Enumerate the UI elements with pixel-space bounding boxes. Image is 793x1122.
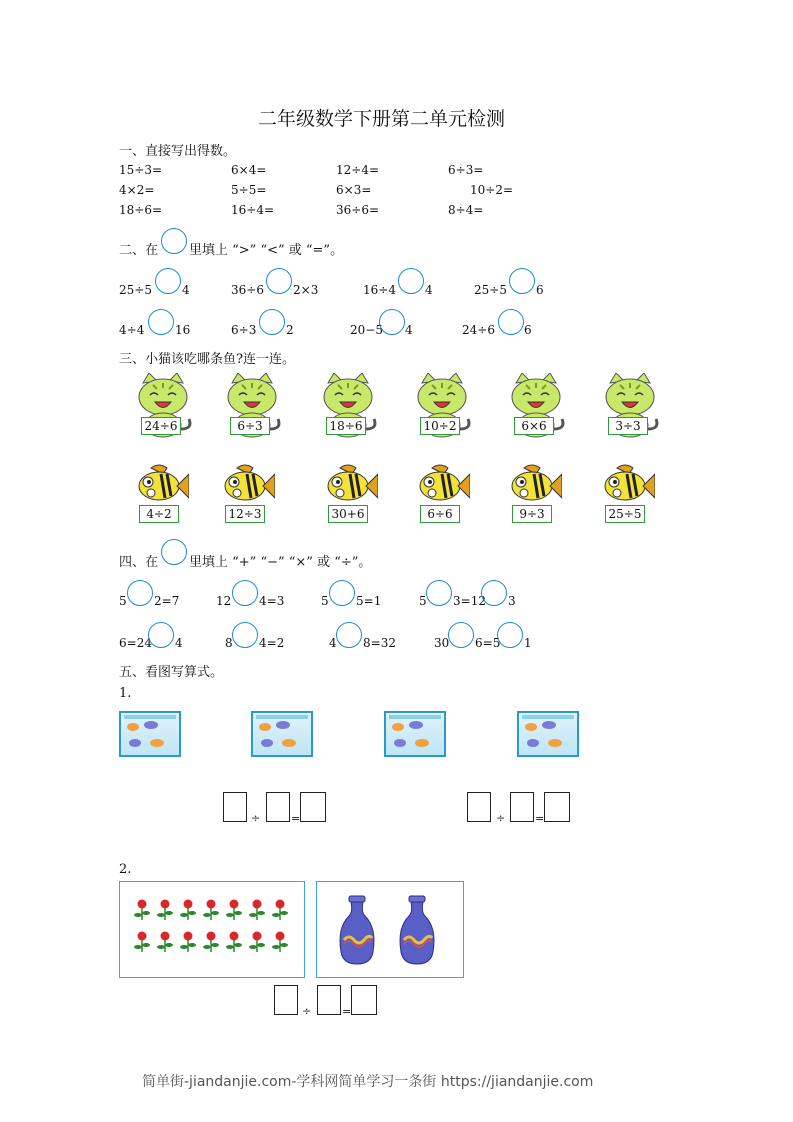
- compare-right: 16: [175, 323, 191, 337]
- calc-item: 18÷6=: [119, 203, 163, 217]
- op-right: 4: [175, 636, 183, 650]
- tank-fish-icon: [519, 713, 577, 755]
- section-2-heading-b: 里填上 “>” “<” 或 “=”。: [189, 243, 344, 258]
- op-circle[interactable]: [329, 580, 355, 606]
- cat-label: 6÷3: [230, 417, 270, 435]
- calc-item: 15÷3=: [119, 163, 163, 177]
- question-1-label: 1.: [119, 686, 132, 701]
- flower-icon: [226, 932, 242, 953]
- fish-card[interactable]: [326, 462, 378, 510]
- op-left: 8: [225, 636, 233, 650]
- calc-item: 5÷5=: [231, 183, 267, 197]
- flower-icon: [134, 900, 150, 921]
- answer-box[interactable]: [351, 985, 377, 1015]
- op-right: 6=5: [475, 636, 501, 650]
- op-circle[interactable]: [448, 622, 474, 648]
- op-left: 5: [119, 594, 127, 608]
- op-right: 2=7: [154, 594, 180, 608]
- vase-icon: [340, 896, 374, 964]
- answer-circle[interactable]: [498, 309, 524, 335]
- calc-item: 36÷6=: [336, 203, 380, 217]
- fish-tank: [251, 711, 313, 757]
- example-circle: [161, 539, 187, 565]
- calc-item: 10÷2=: [470, 183, 514, 197]
- calc-item: 6×3=: [336, 183, 372, 197]
- fish-icon: [326, 462, 378, 506]
- section-2-heading-a: 二、在: [119, 243, 159, 258]
- fish-icon: [418, 462, 470, 506]
- cat-label: 24÷6: [141, 417, 181, 435]
- op-left: 12: [216, 594, 232, 608]
- answer-box[interactable]: [467, 792, 491, 822]
- answer-box[interactable]: [274, 985, 298, 1015]
- flower-icon: [180, 900, 196, 921]
- compare-left: 16÷4: [363, 283, 396, 297]
- op-right: 3=12: [453, 594, 486, 608]
- compare-right: 4: [182, 283, 190, 297]
- compare-left: 4÷4: [119, 323, 145, 337]
- op-circle[interactable]: [127, 580, 153, 606]
- flowers-frame: [119, 881, 305, 978]
- fish-icon: [603, 462, 655, 506]
- section-5-heading: 五、看图写算式。: [119, 665, 224, 680]
- fish-card[interactable]: [137, 462, 189, 510]
- compare-left: 6÷3: [231, 323, 257, 337]
- op-left: 5: [419, 594, 427, 608]
- page-title: 二年级数学下册第二单元检测: [258, 108, 506, 130]
- answer-circle[interactable]: [266, 268, 292, 294]
- divide-sign: ÷: [251, 812, 261, 825]
- flower-icon: [157, 932, 173, 953]
- flower-icon: [272, 900, 288, 921]
- section-4-heading-b: 里填上 “+” “−” “×” 或 “÷”。: [189, 555, 372, 570]
- answer-box[interactable]: [266, 792, 290, 822]
- compare-right: 4: [425, 283, 433, 297]
- fish-label: 25÷5: [605, 505, 645, 523]
- answer-circle[interactable]: [148, 309, 174, 335]
- equals-sign: =: [535, 812, 545, 825]
- calc-item: 4×2=: [119, 183, 155, 197]
- calc-item: 12÷4=: [336, 163, 380, 177]
- compare-left: 24÷6: [462, 323, 495, 337]
- op-right: 8=32: [363, 636, 396, 650]
- op-right: 5=1: [356, 594, 382, 608]
- vases-picture: [317, 882, 463, 977]
- compare-left: 25÷5: [119, 283, 152, 297]
- op-right: 4=3: [259, 594, 285, 608]
- op-left: 5: [321, 594, 329, 608]
- cat-label: 10÷2: [420, 417, 460, 435]
- example-circle: [161, 228, 187, 254]
- compare-right: 4: [405, 323, 413, 337]
- op-left: 6=24: [119, 636, 152, 650]
- equals-sign: =: [291, 812, 301, 825]
- op-left: 30: [434, 636, 450, 650]
- cat-label: 3÷3: [608, 417, 648, 435]
- flowers-picture: [120, 882, 304, 977]
- compare-right: 2: [286, 323, 294, 337]
- section-1-heading: 一、直接写出得数。: [119, 144, 237, 159]
- calc-item: 6÷3=: [448, 163, 484, 177]
- flower-icon: [272, 932, 288, 953]
- fish-label: 6÷6: [420, 505, 460, 523]
- fish-icon: [510, 462, 562, 506]
- answer-box[interactable]: [544, 792, 570, 822]
- question-2-label: 2.: [119, 862, 132, 877]
- flower-icon: [157, 900, 173, 921]
- flower-icon: [203, 932, 219, 953]
- fish-tank: [517, 711, 579, 757]
- tank-fish-icon: [253, 713, 311, 755]
- op-circle[interactable]: [336, 622, 362, 648]
- compare-left: 25÷5: [474, 283, 507, 297]
- compare-left: 20−5: [350, 323, 383, 337]
- answer-circle[interactable]: [259, 309, 285, 335]
- answer-box[interactable]: [223, 792, 247, 822]
- tank-fish-icon: [386, 713, 444, 755]
- cat-label: 6×6: [514, 417, 554, 435]
- op-right: 3: [508, 594, 516, 608]
- cat-label: 18÷6: [326, 417, 366, 435]
- fish-icon: [137, 462, 189, 506]
- divide-sign: ÷: [496, 812, 506, 825]
- op-circle[interactable]: [426, 580, 452, 606]
- fish-card[interactable]: [510, 462, 562, 510]
- tank-fish-icon: [121, 713, 179, 755]
- flower-icon: [249, 932, 265, 953]
- flower-icon: [203, 900, 219, 921]
- fish-label: 4÷2: [139, 505, 179, 523]
- fish-icon: [223, 462, 275, 506]
- calc-item: 16÷4=: [231, 203, 275, 217]
- footer-watermark: 简单街-jiandanjie.com-学科网简单学习一条街 https://jiandanjie.com: [142, 1074, 594, 1090]
- compare-right: 2×3: [293, 283, 319, 297]
- op-circle[interactable]: [481, 580, 507, 606]
- vase-icon: [400, 896, 434, 964]
- answer-circle[interactable]: [398, 268, 424, 294]
- compare-left: 36÷6: [231, 283, 264, 297]
- op-circle[interactable]: [497, 622, 523, 648]
- section-3-heading: 三、小猫该吃哪条鱼?连一连。: [119, 352, 295, 367]
- flower-icon: [226, 900, 242, 921]
- section-4-heading-a: 四、在: [119, 555, 159, 570]
- fish-card[interactable]: [418, 462, 470, 510]
- answer-circle[interactable]: [509, 268, 535, 294]
- fish-label: 9÷3: [512, 505, 552, 523]
- compare-right: 6: [524, 323, 532, 337]
- op-circle[interactable]: [232, 622, 258, 648]
- compare-right: 6: [536, 283, 544, 297]
- fish-label: 30+6: [328, 505, 368, 523]
- answer-box[interactable]: [300, 792, 326, 822]
- answer-box[interactable]: [317, 985, 341, 1015]
- equals-sign: =: [342, 1005, 352, 1018]
- op-circle[interactable]: [232, 580, 258, 606]
- vases-frame: [316, 881, 464, 978]
- flower-icon: [134, 932, 150, 953]
- calc-item: 6×4=: [231, 163, 267, 177]
- op-right: 1: [524, 636, 532, 650]
- divide-sign: ÷: [302, 1005, 312, 1018]
- flower-icon: [180, 932, 196, 953]
- answer-circle[interactable]: [379, 309, 405, 335]
- calc-item: 8÷4=: [448, 203, 484, 217]
- fish-label: 12÷3: [225, 505, 265, 523]
- fish-card[interactable]: [603, 462, 655, 510]
- op-circle[interactable]: [148, 622, 174, 648]
- fish-card[interactable]: [223, 462, 275, 510]
- fish-tank: [384, 711, 446, 757]
- fish-tank: [119, 711, 181, 757]
- op-right: 4=2: [259, 636, 285, 650]
- op-left: 4: [329, 636, 337, 650]
- flower-icon: [249, 900, 265, 921]
- answer-box[interactable]: [510, 792, 534, 822]
- answer-circle[interactable]: [155, 268, 181, 294]
